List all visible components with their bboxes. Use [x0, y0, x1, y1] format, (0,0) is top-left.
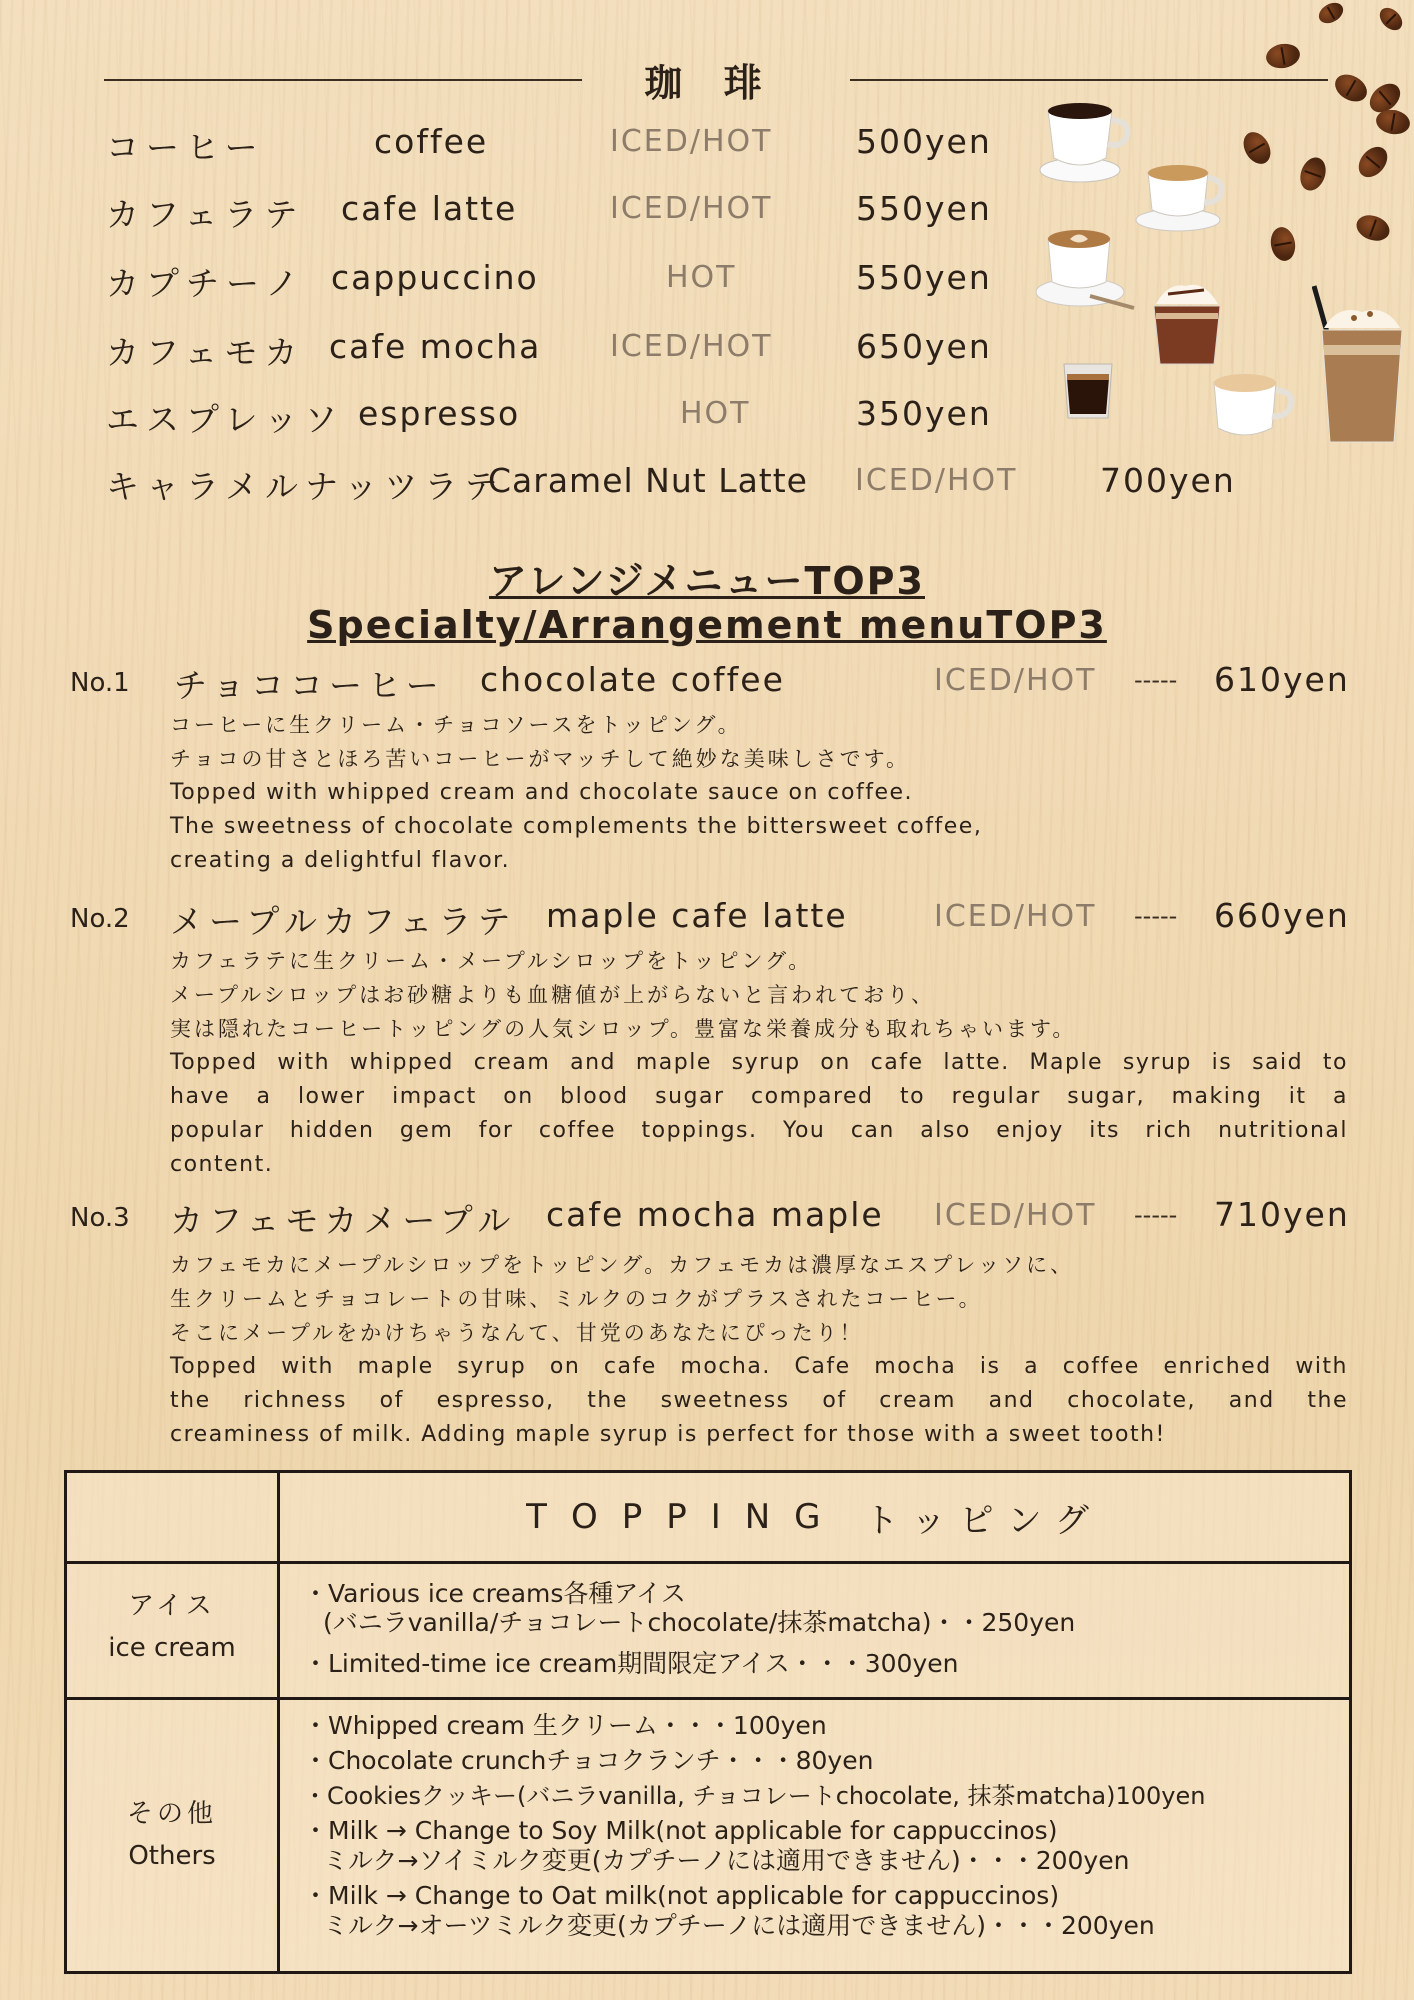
iced-latte-glass-icon	[1312, 284, 1412, 444]
menu-item-jp: キャラメルナッツラテ	[106, 467, 505, 506]
menu-item-jp: エスプレッソ	[106, 400, 345, 439]
desc-line: the richness of espresso, the sweetness of cream and chocolate, and the	[170, 1388, 1348, 1413]
category-label-jp: アイス	[128, 1591, 216, 1621]
desc-line: カフェモカにメープルシロップをトッピング。カフェモカは濃厚なエスプレッソに、	[170, 1253, 1075, 1277]
ice-cream-items	[303, 1579, 1339, 1678]
topping-header	[280, 1473, 1349, 1561]
desc-line: creaminess of milk. Adding maple syrup is perfect for those with a sweet tooth!	[170, 1422, 1166, 1447]
specialty-item-3-header	[0, 1195, 1414, 1243]
menu-item-en: Caramel Nut Latte	[488, 461, 808, 500]
category-others	[67, 1793, 277, 1877]
dash-leader: -----	[1134, 1201, 1178, 1229]
specialty-price: 610yen	[1214, 660, 1350, 699]
specialty-name-jp: カフェモカメープル	[170, 1201, 517, 1240]
desc-line: 実は隠れたコーヒートッピングの人気シロップ。豊富な栄養成分も取れちゃいます。	[170, 1017, 1077, 1041]
rank-number: No.1	[70, 668, 130, 698]
menu-item-jp: カプチーノ	[106, 264, 306, 303]
menu-item-en: cafe latte	[341, 189, 518, 228]
topping-item: ・Chocolate crunchチョコクランチ・・・80yen	[303, 1746, 874, 1775]
title-rule-left	[104, 79, 582, 81]
menu-item-temp: ICED/HOT	[610, 191, 773, 226]
specialty-name-jp: チョココーヒー	[174, 666, 445, 705]
menu-item-price: 650yen	[856, 327, 992, 366]
category-label-en: ice cream	[108, 1633, 236, 1663]
desc-line: creating a delightful flavor.	[170, 848, 511, 873]
menu-item-en: espresso	[358, 394, 521, 433]
menu-item-price: 550yen	[856, 189, 992, 228]
specialty-item-2-description	[170, 944, 1348, 1182]
desc-line: content.	[170, 1152, 274, 1177]
menu-item-price: 550yen	[856, 258, 992, 297]
desc-line: コーヒーに生クリーム・チョコソースをトッピング。	[170, 713, 742, 737]
title-rule-right	[850, 79, 1328, 81]
category-label-en: Others	[128, 1841, 216, 1871]
desc-line: メープルシロップはお砂糖よりも血糖値が上がらないと言われており、	[170, 983, 936, 1007]
desc-line: そこにメープルをかけちゃうなんて、甘党のあなたにぴったり！	[170, 1321, 864, 1345]
topping-item-detail: (バニラvanilla/チョコレートchocolate/抹茶matcha)・・250yen	[323, 1608, 1076, 1637]
specialty-temp: ICED/HOT	[934, 1198, 1097, 1233]
specialty-title-jp: アレンジメニューTOP3	[489, 559, 925, 603]
topping-item: ・Various ice creams各種アイス	[303, 1579, 686, 1608]
menu-item-temp: HOT	[680, 396, 751, 431]
desc-line: The sweetness of chocolate complements the bittersweet coffee,	[170, 814, 983, 839]
desc-line: have a lower impact on blood sugar compared to regular sugar, making it a	[170, 1084, 1348, 1109]
page-title: 珈 琲	[644, 60, 776, 105]
specialty-item-3-description	[170, 1248, 1348, 1452]
rank-number: No.3	[70, 1203, 130, 1233]
menu-item-jp: コーヒー	[106, 128, 265, 167]
desc-line: popular hidden gem for coffee toppings. You can also enjoy its rich nutritional	[170, 1118, 1348, 1143]
menu-item-temp: ICED/HOT	[610, 124, 773, 159]
specialty-title-en: Specialty/Arrangement menuTOP3	[307, 603, 1107, 647]
menu-item-en: cafe mocha	[329, 327, 542, 366]
dash-leader: -----	[1134, 666, 1178, 694]
specialty-name-en: chocolate coffee	[480, 660, 785, 699]
category-ice-cream	[67, 1585, 277, 1669]
rank-number: No.2	[70, 904, 130, 934]
topping-header-jp: トッピング	[864, 1500, 1103, 1541]
menu-item-jp: カフェラテ	[106, 195, 305, 234]
menu-item-temp: ICED/HOT	[610, 329, 773, 364]
topping-item-detail: ミルク→ソイミルク変更(カプチーノには適用できません)・・・200yen	[323, 1846, 1130, 1875]
specialty-temp: ICED/HOT	[934, 899, 1097, 934]
desc-line: Topped with maple syrup on cafe mocha. Cafe mocha is a coffee enriched with	[170, 1354, 1348, 1379]
specialty-price: 710yen	[1214, 1195, 1350, 1234]
menu-item-jp: カフェモカ	[106, 333, 305, 372]
menu-item-en: coffee	[374, 122, 489, 161]
menu-item-en: cappuccino	[331, 258, 539, 297]
table-divider	[67, 1561, 1349, 1564]
specialty-item-2-header	[0, 896, 1414, 944]
topping-item: ・Limited-time ice cream期間限定アイス・・・300yen	[303, 1649, 959, 1678]
dash-leader: -----	[1134, 902, 1178, 930]
table-divider	[67, 1697, 1349, 1700]
cafe-latte-cup-icon	[1126, 158, 1238, 236]
menu-item-temp: ICED/HOT	[855, 463, 1018, 498]
specialty-temp: ICED/HOT	[934, 663, 1097, 698]
specialty-item-1-header	[0, 660, 1414, 708]
category-label-jp: その他	[126, 1799, 217, 1829]
espresso-glass-icon	[1058, 356, 1118, 422]
menu-item-temp: HOT	[666, 260, 737, 295]
cafe-mocha-glass-icon	[1148, 276, 1226, 368]
specialty-name-jp: メープルカフェラテ	[170, 902, 517, 941]
topping-item: ・Cookiesクッキー(バニラvanilla, チョコレートchocolate, 抹茶matcha)100yen	[303, 1782, 1206, 1810]
specialty-name-en: maple cafe latte	[546, 896, 848, 935]
desc-line: Topped with whipped cream and maple syrup on cafe latte. Maple syrup is said to	[170, 1050, 1348, 1075]
specialty-name-en: cafe mocha maple	[546, 1195, 884, 1234]
specialty-price: 660yen	[1214, 896, 1350, 935]
specialty-item-1-description	[170, 708, 1348, 878]
desc-line: Topped with whipped cream and chocolate sauce on coffee.	[170, 780, 914, 805]
desc-line: チョコの甘さとほろ苦いコーヒーがマッチして絶妙な美味しさです。	[170, 747, 911, 771]
topping-item: ・Milk → Change to Oat milk(not applicable for cappuccinos)	[303, 1881, 1060, 1910]
coffee-cup-icon	[1030, 92, 1140, 188]
desc-line: カフェラテに生クリーム・メープルシロップをトッピング。	[170, 949, 813, 973]
menu-item-price: 350yen	[856, 394, 992, 433]
topping-header-en: TOPPING	[526, 1497, 845, 1537]
topping-item-detail: ミルク→オーツミルク変更(カプチーノには適用できません)・・・200yen	[323, 1911, 1155, 1940]
latte-cup-icon	[1204, 368, 1300, 448]
topping-item: ・Milk → Change to Soy Milk(not applicable for cappuccinos)	[303, 1816, 1058, 1845]
desc-line: 生クリームとチョコレートの甘味、ミルクのコクがプラスされたコーヒー。	[170, 1287, 983, 1311]
topping-item: ・Whipped cream 生クリーム・・・100yen	[303, 1711, 827, 1740]
topping-table	[64, 1470, 1352, 1974]
cappuccino-cup-icon	[1030, 226, 1142, 314]
menu-item-price: 500yen	[856, 122, 992, 161]
others-items	[303, 1711, 1339, 1941]
menu-item-price: 700yen	[1100, 461, 1236, 500]
